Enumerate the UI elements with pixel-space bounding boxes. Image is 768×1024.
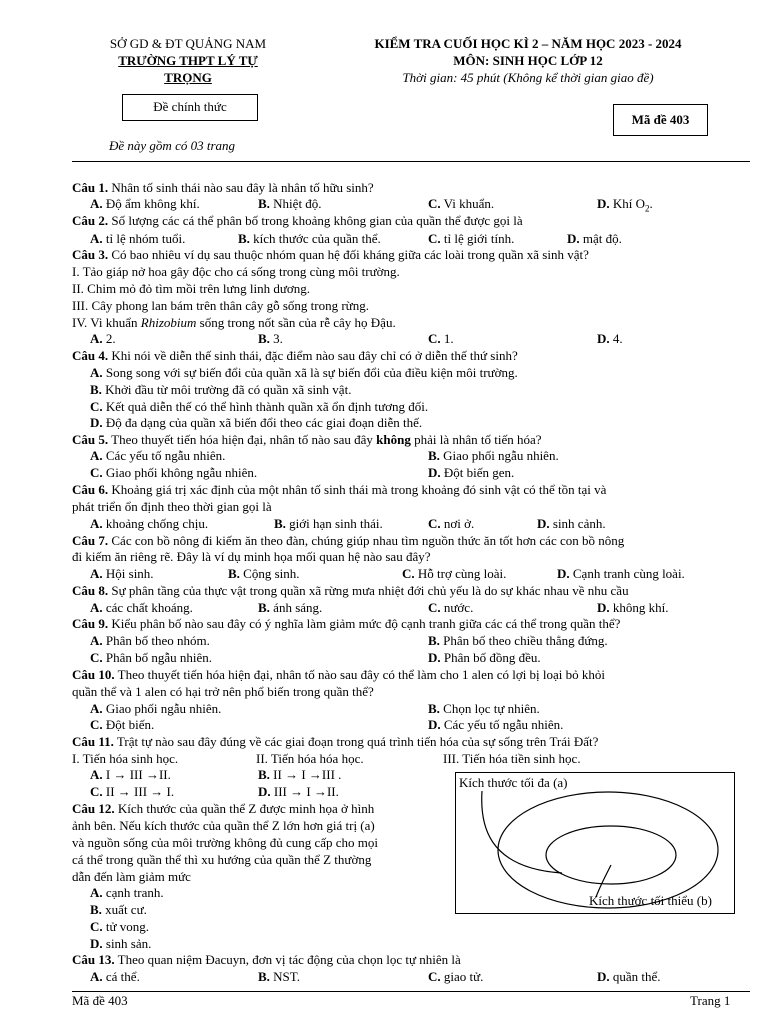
q5-option-d: D. Đột biến gen. — [428, 465, 515, 480]
subject-title: MÔN: SINH HỌC LỚP 12 — [453, 53, 603, 68]
question-7-cont: đi kiếm ăn riêng rẽ. Đây là ví dụ minh họa mối quan hệ nào sau đây? — [72, 549, 431, 564]
footer-exam-code: Mã đề 403 — [72, 993, 128, 1008]
concentric-ellipses-diagram — [456, 773, 734, 913]
question-10-cont: quần thể và 1 alen có hại trở nên phổ biến trong quần thể? — [72, 684, 374, 699]
q6-option-b: B. giới hạn sinh thái. — [274, 516, 383, 531]
min-size-label: Kích thước tối thiểu (b) — [589, 893, 712, 908]
q3-option-d: D. 4. — [597, 331, 623, 346]
q11-option-a: A. I → III →II. — [90, 767, 171, 782]
q13-option-d: D. quần thể. — [597, 969, 661, 984]
q13-option-b: B. NST. — [258, 969, 301, 984]
header-divider — [72, 161, 750, 162]
q13-option-c: C. giao tử. — [428, 969, 484, 984]
official-exam-box — [122, 94, 258, 121]
q9-option-b: B. Phân bố theo chiều thẳng đứng. — [428, 633, 608, 648]
q3-option-c: C. 1. — [428, 331, 454, 346]
q10-option-a: A. Giao phối ngẫu nhiên. — [90, 701, 222, 716]
q3-statement-3: III. Cây phong lan bám trên thân cây gỗ sống trong rừng. — [72, 298, 369, 313]
department-name: SỞ GD & ĐT QUẢNG NAM — [109, 36, 267, 51]
q6-option-a: A. khoảng chống chịu. — [90, 516, 209, 531]
q11-option-c: C. II → III → I. — [90, 784, 175, 799]
question-6-cont: phát triển ổn định theo thời gian gọi là — [72, 499, 272, 514]
school-name-line2: TRỌNG — [164, 70, 212, 85]
footer-divider — [72, 991, 750, 992]
q2-option-a: A. tỉ lệ nhóm tuổi. — [90, 231, 186, 246]
q3-statement-2: II. Chim mỏ đỏ tìm mồi trên lưng linh dương. — [72, 281, 310, 296]
q7-option-c: C. Hỗ trợ cùng loài. — [402, 566, 507, 581]
q5-option-b: B. Giao phối ngẫu nhiên. — [428, 448, 559, 463]
question-6: Câu 6. Khoảng giá trị xác định của một nhân tố sinh thái mà trong khoảng đó sinh vật có thể tồn tại và — [72, 482, 607, 497]
question-12-line4: cá thể trong quần thể thì xu hướng của quần thể Z thường — [72, 852, 372, 867]
question-3: Câu 3. Có bao nhiêu ví dụ sau thuộc nhóm quan hệ đối kháng giữa các loài trong quần xã sinh vật? — [72, 247, 589, 262]
time-limit: Thời gian: 45 phút (Không kể thời gian giao đề) — [402, 70, 654, 85]
q2-option-d: D. mật độ. — [567, 231, 622, 246]
q11-stage-1: I. Tiến hóa sinh học. — [72, 751, 179, 766]
q8-option-a: A. các chất khoáng. — [90, 600, 193, 615]
q4-option-a: A. Song song với sự biến đổi của quần xã là sự biến đổi của điều kiện môi trường. — [90, 365, 518, 380]
q11-stage-3: III. Tiến hóa tiền sinh học. — [443, 751, 581, 766]
footer-page-number: Trang 1 — [690, 993, 731, 1008]
question-11: Câu 11. Trật tự nào sau đây đúng về các giai đoạn trong quá trình tiến hóa của sự sống trên Trái Đất? — [72, 734, 599, 749]
question-12-line3: và nguồn sống của môi trường không đủ cung cấp cho mọi — [72, 835, 379, 850]
q2-option-c: C. tỉ lệ giới tính. — [428, 231, 515, 246]
question-1: Câu 1. Nhân tố sinh thái nào sau đây là nhân tố hữu sinh? — [72, 180, 374, 195]
page-count-note: Đề này gồm có 03 trang — [109, 138, 236, 153]
question-8: Câu 8. Sự phân tầng của thực vật trong quần xã rừng mưa nhiệt đới chủ yếu là do sự khác nhau về nhu cầu — [72, 583, 629, 598]
q1-option-b: B. Nhiệt độ. — [258, 196, 322, 211]
exam-title: KIỂM TRA CUỐI HỌC KÌ 2 – NĂM HỌC 2023 - 2024 — [374, 36, 682, 51]
q7-option-d: D. Cạnh tranh cùng loài. — [557, 566, 685, 581]
q5-option-c: C. Giao phối không ngẫu nhiên. — [90, 465, 258, 480]
q7-option-b: B. Cộng sinh. — [228, 566, 300, 581]
q4-option-b: B. Khởi đầu từ môi trường đã có quần xã sinh vật. — [90, 382, 352, 397]
q13-option-a: A. cá thể. — [90, 969, 140, 984]
question-7: Câu 7. Các con bồ nông đi kiếm ăn theo đàn, chúng giúp nhau tìm nguồn thức ăn tốt hơn các con bồ nông — [72, 533, 625, 548]
q4-option-c: C. Kết quả diễn thế có thể hình thành quần xã ổn định tương đối. — [90, 399, 429, 414]
q2-option-b: B. kích thước của quần thể. — [238, 231, 381, 246]
q10-option-d: D. Các yếu tố ngẫu nhiên. — [428, 717, 564, 732]
q8-option-c: C. nước. — [428, 600, 474, 615]
q8-option-b: B. ánh sáng. — [258, 600, 323, 615]
question-13: Câu 13. Theo quan niệm Đacuyn, đơn vị tác động của chọn lọc tự nhiên là — [72, 952, 461, 967]
q6-option-c: C. nơi ở. — [428, 516, 475, 531]
exam-code-box — [613, 104, 708, 136]
q12-option-d: D. sinh sản. — [90, 936, 152, 951]
population-size-figure — [455, 772, 735, 914]
q9-option-d: D. Phân bố đồng đều. — [428, 650, 541, 665]
q6-option-d: D. sinh cảnh. — [537, 516, 606, 531]
q12-option-c: C. tử vong. — [90, 919, 150, 934]
question-5: Câu 5. Theo thuyết tiến hóa hiện đại, nhân tố nào sau đây không phải là nhân tố tiến hóa? — [72, 432, 542, 447]
q4-option-d: D. Độ đa dạng của quần xã biến đổi theo các giai đoạn diễn thế. — [90, 415, 423, 430]
q3-option-b: B. 3. — [258, 331, 283, 346]
question-4: Câu 4. Khi nói về diễn thế sinh thái, đặc điểm nào sau đây chỉ có ở diễn thế thứ sinh? — [72, 348, 518, 363]
school-name-line1: TRƯỜNG THPT LÝ TỰ — [118, 53, 258, 68]
q8-option-d: D. không khí. — [597, 600, 669, 615]
question-12: Câu 12. Kích thước của quần thể Z được minh họa ở hình — [72, 801, 375, 816]
q9-option-a: A. Phân bố theo nhóm. — [90, 633, 210, 648]
q11-option-b: B. II → I →III . — [258, 767, 342, 782]
q3-option-a: A. 2. — [90, 331, 116, 346]
q1-option-d: D. Khí $O_2$. — [597, 196, 653, 214]
q1-option-a: A. Độ ẩm không khí. — [90, 196, 200, 211]
q11-option-d: D. III → I →II. — [258, 784, 339, 799]
q7-option-a: A. Hội sinh. — [90, 566, 154, 581]
exam-code: Mã đề 403 — [631, 112, 690, 127]
q10-option-c: C. Đột biến. — [90, 717, 155, 732]
question-12-line5: dẫn đến làm giảm mức — [72, 869, 191, 884]
q11-stage-2: II. Tiến hóa hóa học. — [256, 751, 364, 766]
q9-option-c: C. Phân bố ngẫu nhiên. — [90, 650, 213, 665]
official-label: Đề chính thức — [153, 99, 227, 114]
question-2: Câu 2. Số lượng các cá thể phân bố trong khoảng không gian của quần thể được gọi là — [72, 213, 523, 228]
q12-option-a: A. cạnh tranh. — [90, 885, 164, 900]
question-12-line2: ảnh bên. Nếu kích thước của quần thể Z lớn hơn giá trị (a) — [72, 818, 375, 833]
q12-option-b: B. xuất cư. — [90, 902, 147, 917]
max-size-label: Kích thước tối đa (a) — [459, 775, 568, 790]
q1-option-c: C. Vi khuẩn. — [428, 196, 495, 211]
q3-statement-1: I. Tảo giáp nở hoa gây độc cho cá sống trong cùng môi trường. — [72, 264, 400, 279]
question-10: Câu 10. Theo thuyết tiến hóa hiện đại, nhân tố nào sau đây có thể làm cho 1 alen có lợi bị loại bỏ khỏi — [72, 667, 606, 682]
q3-statement-4: IV. Vi khuẩn Rhizobium sống trong nốt sần của rễ cây họ Đậu. — [72, 315, 396, 330]
question-9: Câu 9. Kiểu phân bố nào sau đây có ý nghĩa làm giảm mức độ cạnh tranh giữa các cá thể trong quần thể? — [72, 616, 621, 631]
q5-option-a: A. Các yếu tố ngẫu nhiên. — [90, 448, 226, 463]
q10-option-b: B. Chọn lọc tự nhiên. — [428, 701, 540, 716]
